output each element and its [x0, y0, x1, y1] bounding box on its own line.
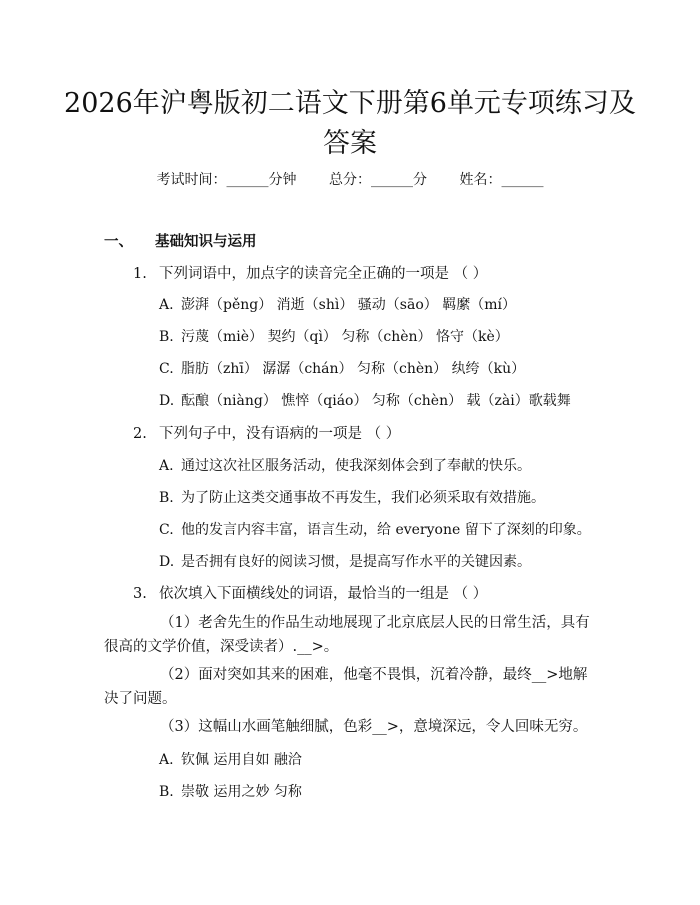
option-letter: C. [159, 522, 174, 538]
q2-option-c [159, 519, 591, 539]
option-text: 崇敬 运用之妙 匀称 [181, 784, 302, 800]
question-number: 1. [133, 266, 147, 282]
q1-option-c [159, 358, 525, 378]
option-text: 污蔑（miè） 契约（qì） 匀称（chèn） 恪守（kè） [181, 329, 509, 345]
q1-option-b [159, 326, 509, 346]
option-letter: B. [159, 490, 174, 506]
q2-option-d [159, 551, 531, 571]
option-text: 为了防止这类交通事故不再发生，我们必须采取有效措施。 [181, 490, 545, 506]
section-title: 基础知识与运用 [155, 233, 257, 250]
option-text: 酝酿（niàng） 憔悴（qiáo） 匀称（chèn） 载（zài）歌载舞 [181, 393, 571, 409]
question-1-stem [133, 262, 487, 283]
question-text: 下列句子中，没有语病的一项是 （ ） [159, 426, 401, 442]
option-letter: C. [159, 361, 174, 377]
option-text: 钦佩 运用自如 融洽 [181, 752, 302, 768]
q1-option-d [159, 390, 571, 410]
option-text: 是否拥有良好的阅读习惯，是提高写作水平的关键因素。 [181, 554, 531, 570]
q3-sentence-2: （2）面对突如其来的困难，他毫不畏惧，沉着冷静，最终__>地解决了问题。 [104, 667, 588, 707]
option-text: 通过这次社区服务活动，使我深刻体会到了奉献的快乐。 [181, 458, 531, 474]
option-letter: B. [159, 329, 174, 345]
option-letter: A. [159, 458, 174, 474]
total-score-field: 总分：______分 [329, 172, 427, 188]
q2-option-b [159, 487, 545, 507]
question-text: 下列词语中，加点字的读音完全正确的一项是 （ ） [159, 266, 488, 282]
section-number: 一、 [104, 233, 133, 250]
option-text: 脂肪（zhī） 潺潺（chán） 匀称（chèn） 纨绔（kù） [181, 361, 526, 377]
q3-option-a [159, 749, 302, 769]
option-letter: D. [159, 554, 175, 570]
question-number: 2. [133, 426, 147, 442]
q2-option-a [159, 455, 531, 475]
q3-sentence-3: （3）这幅山水画笔触细腻，色彩__>，意境深远，令人回味无穷。 [160, 719, 588, 735]
option-letter: A. [159, 297, 174, 313]
exam-time-field: 考试时间：______分钟 [156, 172, 297, 188]
option-letter: A. [159, 752, 174, 768]
option-text: 他的发言内容丰富，语言生动，给 everyone 留下了深刻的印象。 [181, 522, 591, 538]
student-name-field: 姓名：______ [459, 172, 544, 188]
exam-info-line [0, 169, 700, 189]
section-heading [104, 230, 257, 251]
question-number: 3. [133, 586, 147, 602]
option-text: 澎湃（pěng） 消逝（shì） 骚动（sāo） 羁縻（mí） [181, 297, 516, 313]
question-3-stem [133, 582, 487, 603]
page-title: 2026年沪粤版初二语文下册第6单元专项练习及答案 [64, 88, 636, 159]
q1-option-a [159, 294, 516, 314]
option-letter: D. [159, 393, 175, 409]
q3-option-b [159, 781, 302, 801]
option-letter: B. [159, 784, 174, 800]
question-text: 依次填入下面横线处的词语，最恰当的一组是 （ ） [159, 586, 488, 602]
question-2-stem [133, 422, 400, 443]
q3-sentence-1: （1）老舍先生的作品生动地展现了北京底层人民的日常生活，具有很高的文学价值，深受读者）.__>。 [104, 615, 590, 655]
